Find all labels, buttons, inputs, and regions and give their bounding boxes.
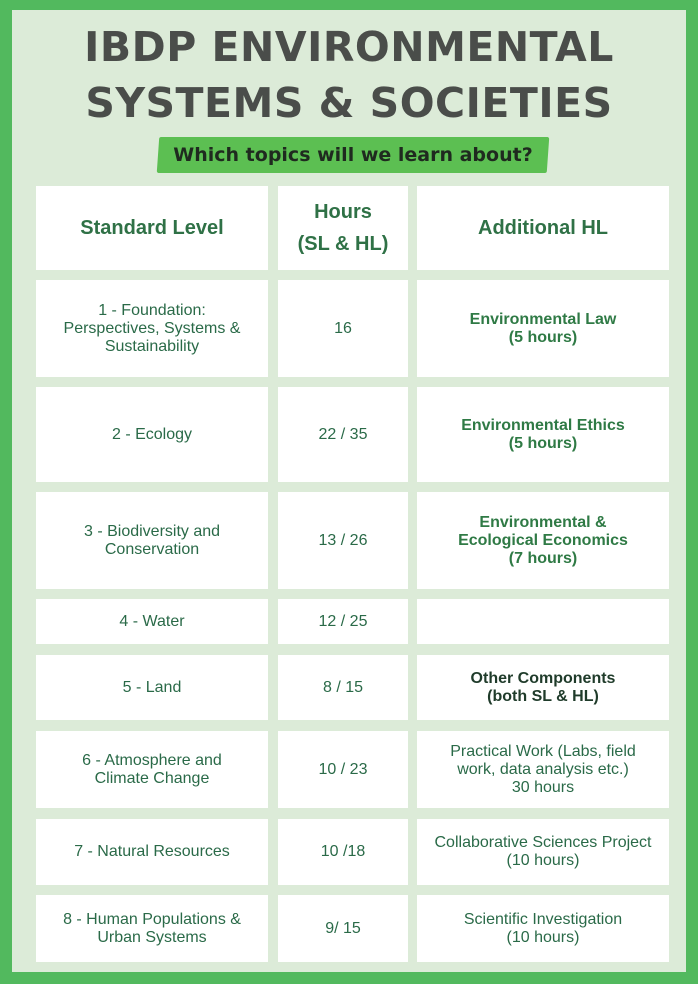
header-additional-label: Additional HL <box>478 217 608 239</box>
topic-cell <box>36 387 268 482</box>
additional-line: (7 hours) <box>508 549 578 567</box>
hours-value: 10 / 23 <box>318 760 368 778</box>
hours-cell <box>278 387 408 482</box>
additional-line: Collaborative Sciences Project <box>434 834 652 851</box>
hours-cell <box>278 895 408 962</box>
topic-cell <box>36 895 268 962</box>
subtitle: Which topics will we learn about? <box>173 144 533 166</box>
topic-line: Climate Change <box>94 769 210 787</box>
hours-value: 10 /18 <box>320 843 366 860</box>
hours-value: 16 <box>334 319 352 337</box>
additional-line: Ecological Economics <box>458 531 628 549</box>
topic-cell <box>36 280 268 377</box>
additional-cell-empty <box>417 599 669 644</box>
additional-cell <box>417 280 669 377</box>
hours-cell <box>278 819 408 885</box>
topic-cell <box>36 731 268 808</box>
topic-line: 5 - Land <box>122 678 182 696</box>
topic-line: Urban Systems <box>97 928 207 946</box>
hours-value: 13 / 26 <box>318 531 368 549</box>
additional-line: (10 hours) <box>506 928 580 946</box>
header-additional-hl <box>417 186 669 270</box>
additional-line: Other Components <box>470 669 616 687</box>
additional-cell <box>417 492 669 589</box>
topic-cell <box>36 599 268 644</box>
other-components-heading <box>417 655 669 720</box>
topic-cell <box>36 819 268 885</box>
additional-cell <box>417 819 669 885</box>
additional-line: Scientific Investigation <box>463 910 623 928</box>
additional-cell <box>417 387 669 482</box>
topic-cell <box>36 492 268 589</box>
hours-value: 9/ 15 <box>325 919 361 937</box>
topic-line: 4 - Water <box>119 612 185 630</box>
hours-cell <box>278 655 408 720</box>
additional-cell <box>417 895 669 962</box>
hours-value: 22 / 35 <box>318 425 368 443</box>
topic-line: 7 - Natural Resources <box>74 843 230 860</box>
header-standard-level <box>36 186 268 270</box>
additional-line: Environmental Ethics <box>461 416 625 434</box>
topic-line: Sustainability <box>104 337 200 355</box>
additional-line: (both SL & HL) <box>487 687 599 705</box>
topic-line: 2 - Ecology <box>111 425 193 443</box>
additional-cell <box>417 731 669 808</box>
header-standard-label: Standard Level <box>80 217 224 239</box>
hours-cell <box>278 280 408 377</box>
hours-value: 8 / 15 <box>322 678 364 696</box>
additional-line: Environmental & <box>479 513 607 531</box>
header-hours-line2: (SL & HL) <box>297 233 389 255</box>
topic-line: 3 - Biodiversity and <box>83 522 221 540</box>
additional-line: Environmental Law <box>469 310 617 328</box>
hours-cell <box>278 731 408 808</box>
topic-cell <box>36 655 268 720</box>
hours-cell <box>278 492 408 589</box>
topic-line: Perspectives, Systems & <box>63 319 241 337</box>
hours-value: 12 / 25 <box>318 612 368 630</box>
hours-cell <box>278 599 408 644</box>
additional-line: (5 hours) <box>508 434 578 452</box>
title-line-2: SYSTEMS & SOCIETIES <box>85 79 613 127</box>
topic-line: 1 - Foundation: <box>98 301 206 319</box>
additional-line: Practical Work (Labs, field <box>450 742 636 760</box>
topic-line: Conservation <box>104 540 200 558</box>
header-hours-line1: Hours <box>314 201 372 223</box>
additional-line: work, data analysis etc.) <box>457 760 629 778</box>
additional-line: (5 hours) <box>508 328 578 346</box>
additional-line: 30 hours <box>511 778 575 796</box>
header-hours <box>278 186 408 270</box>
topic-line: 6 - Atmosphere and <box>82 751 222 769</box>
topic-line: 8 - Human Populations & <box>63 910 241 928</box>
additional-line: (10 hours) <box>506 852 580 869</box>
title-line-1: IBDP ENVIRONMENTAL <box>84 23 614 71</box>
